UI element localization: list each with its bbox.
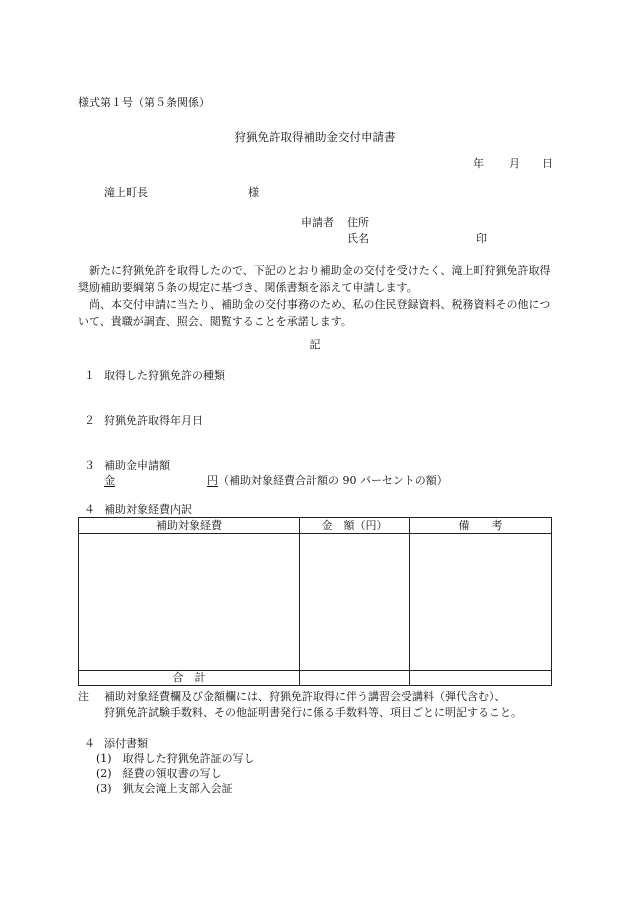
applicant-address-label: 住所 (347, 216, 369, 229)
body-paragraph-1: 新たに狩猟免許を取得したので、下記のとおり補助金の交付を受けたく、滝上町狩猟免許取得奨励補助要綱第５条の規定に基づき、関係書類を添えて申請します。 (78, 264, 551, 294)
item1-label: 取得した狩猟免許の種類 (104, 369, 225, 382)
form-number: 様式第１号（第５条関係） (78, 96, 210, 109)
note-line-1: 補助対象経費欄及び金額欄には、狩猟免許取得に伴う講習会受講料（弾代含む）、 (104, 690, 506, 703)
date-month-label: 月 (509, 157, 520, 170)
document-title: 狩猟免許取得補助金交付申請書 (234, 130, 396, 144)
total-amount-cell[interactable] (300, 671, 410, 686)
note-prefix: 注 (78, 690, 89, 703)
expense-table-body-row (79, 534, 552, 671)
item2-number: ２ (84, 414, 95, 427)
expense-table (78, 517, 552, 686)
amount-note: （補助対象経費合計額の 90 パーセントの額） (218, 474, 448, 487)
item3-number: ３ (84, 459, 95, 472)
item4-label: 補助対象経費内訳 (104, 503, 192, 516)
remarks-column-header: 備 考 (410, 518, 552, 534)
total-label: 合 計 (79, 671, 300, 686)
expense-column-header: 補助対象経費 (79, 518, 300, 534)
applicant-name-label: 氏名 (347, 232, 369, 245)
seal-label: 印 (476, 232, 487, 245)
expense-table-header-row (79, 518, 552, 534)
remarks-cell[interactable] (410, 534, 552, 671)
attachment-item: (1) 取得した狩猟免許証の写し (96, 752, 255, 765)
item2-label: 狩猟免許取得年月日 (104, 414, 203, 427)
body-paragraph-2: 尚、本交付申請に当たり、補助金の交付事務のため、私の住民登録資料、税務資料その他について、貴職が調査、照会、閲覧することを承諾します。 (78, 298, 551, 328)
amount-column-header: 金 額（円） (300, 518, 410, 534)
amount-unit: 円 (207, 474, 218, 487)
amount-prefix: 金 (104, 474, 115, 487)
total-remarks-cell[interactable] (410, 671, 552, 686)
attachment-item: (3) 猟友会滝上支部入会証 (96, 782, 233, 795)
applicant-label: 申請者 (301, 216, 334, 229)
item4-number: ４ (84, 503, 95, 516)
note-line-2: 狩猟免許試験手数料、その他証明書発行に係る手数料等、項目ごとに明記すること。 (104, 706, 522, 719)
addressee-honorific: 様 (248, 186, 259, 199)
amount-cell[interactable] (300, 534, 410, 671)
attachments-label: 添付書類 (104, 737, 148, 750)
grant-amount-field (104, 474, 218, 488)
expense-items-cell[interactable] (79, 534, 300, 671)
addressee-name: 滝上町長 (104, 186, 148, 199)
item3-label: 補助金申請額 (104, 459, 170, 472)
attachments-number: ４ (84, 737, 95, 750)
item1-number: １ (84, 369, 95, 382)
expense-table-total-row (79, 671, 552, 686)
date-day-label: 日 (542, 157, 553, 170)
date-year-label: 年 (473, 157, 484, 170)
ki-heading: 記 (309, 338, 321, 351)
attachment-item: (2) 経費の領収書の写し (96, 767, 222, 780)
